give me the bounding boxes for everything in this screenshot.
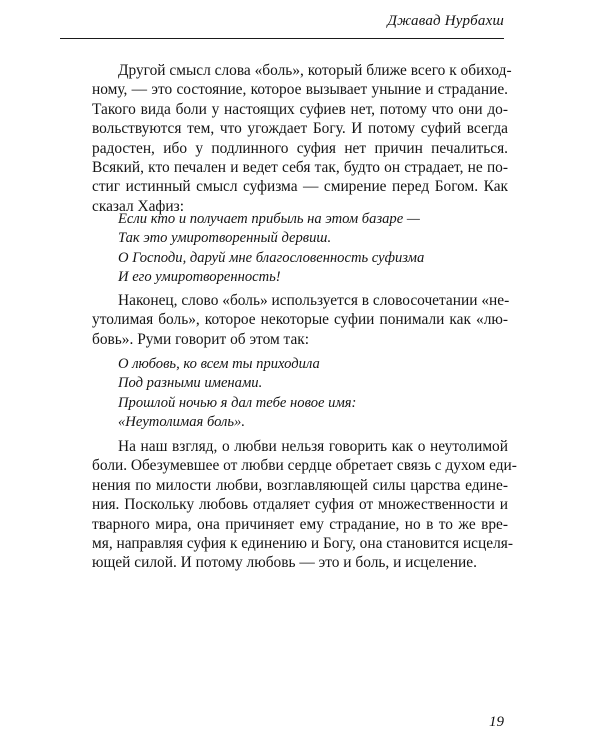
verse-line: О Господи, даруй мне благословенность суфизма: [118, 249, 425, 266]
verse-line: Так это умиротворенный дервиш.: [118, 230, 332, 247]
text-line: нения по милости любви, возглавляющей силы царства едине-: [92, 476, 508, 494]
text-line: Такого вида боли у настоящих суфиев нет, потому что они до-: [92, 100, 508, 118]
text-line: боли. Обезумевшее от любви сердце обретает связь с духом еди-: [92, 457, 517, 475]
text-line: мя, направляя суфия к единению и Богу, она становится исцеля-: [92, 535, 513, 553]
verse-line: Под разными именами.: [118, 375, 263, 392]
text-line: ния. Поскольку любовь отдаляет суфия от множественности и: [92, 496, 508, 514]
text-line: радостен, ибо у подлинного суфия нет причин печалиться.: [92, 139, 508, 157]
text-line: ющей силой. И потому любовь — это и боль, и исцеление.: [92, 554, 477, 572]
verse-line: «Неутолимая боль».: [118, 414, 245, 431]
page-number: 19: [489, 714, 504, 730]
verse-hafiz: [118, 210, 508, 288]
text-line: бовь». Руми говорит об этом так:: [92, 330, 310, 348]
verse-rumi: [118, 355, 508, 433]
text-line: Другой смысл слова «боль», который ближе всего к обиход-: [118, 62, 512, 79]
text-line: вольствуются тем, что угождает Богу. И потому суфий всегда: [92, 120, 508, 138]
text-line: ному, — это состояние, которое вызывает уныние и страдание.: [92, 81, 508, 99]
verse-line: Прошлой ночью я дал тебе новое имя:: [118, 394, 357, 411]
paragraph-1: [92, 61, 512, 216]
text-line: Всякий, кто печален и ведет себя так, будто он страдает, не по-: [92, 159, 508, 177]
text-line: утолимая боль», которое некоторые суфии понимали как «лю-: [92, 311, 508, 329]
paragraph-2: [92, 291, 508, 349]
running-head: Джавад Нурбахш: [387, 13, 504, 29]
text-line: сказал Хафиз:: [92, 197, 184, 215]
verse-line: О любовь, ко всем ты приходила: [118, 356, 320, 372]
text-line: стиг истинный смысл суфизма — смирение перед Богом. Как: [92, 178, 508, 196]
header-rule: [60, 38, 504, 39]
verse-line: И его умиротворенность!: [118, 269, 281, 286]
paragraph-3: [92, 437, 517, 573]
text-line: На наш взгляд, о любви нельзя говорить как о неутолимой: [118, 438, 508, 455]
text-line: тварного мира, она причиняет ему страдание, но в то же вре-: [92, 515, 508, 533]
verse-line: Если кто и получает прибыль на этом базаре —: [118, 211, 420, 227]
text-line: Наконец, слово «боль» используется в словосочетании «не-: [118, 292, 510, 309]
